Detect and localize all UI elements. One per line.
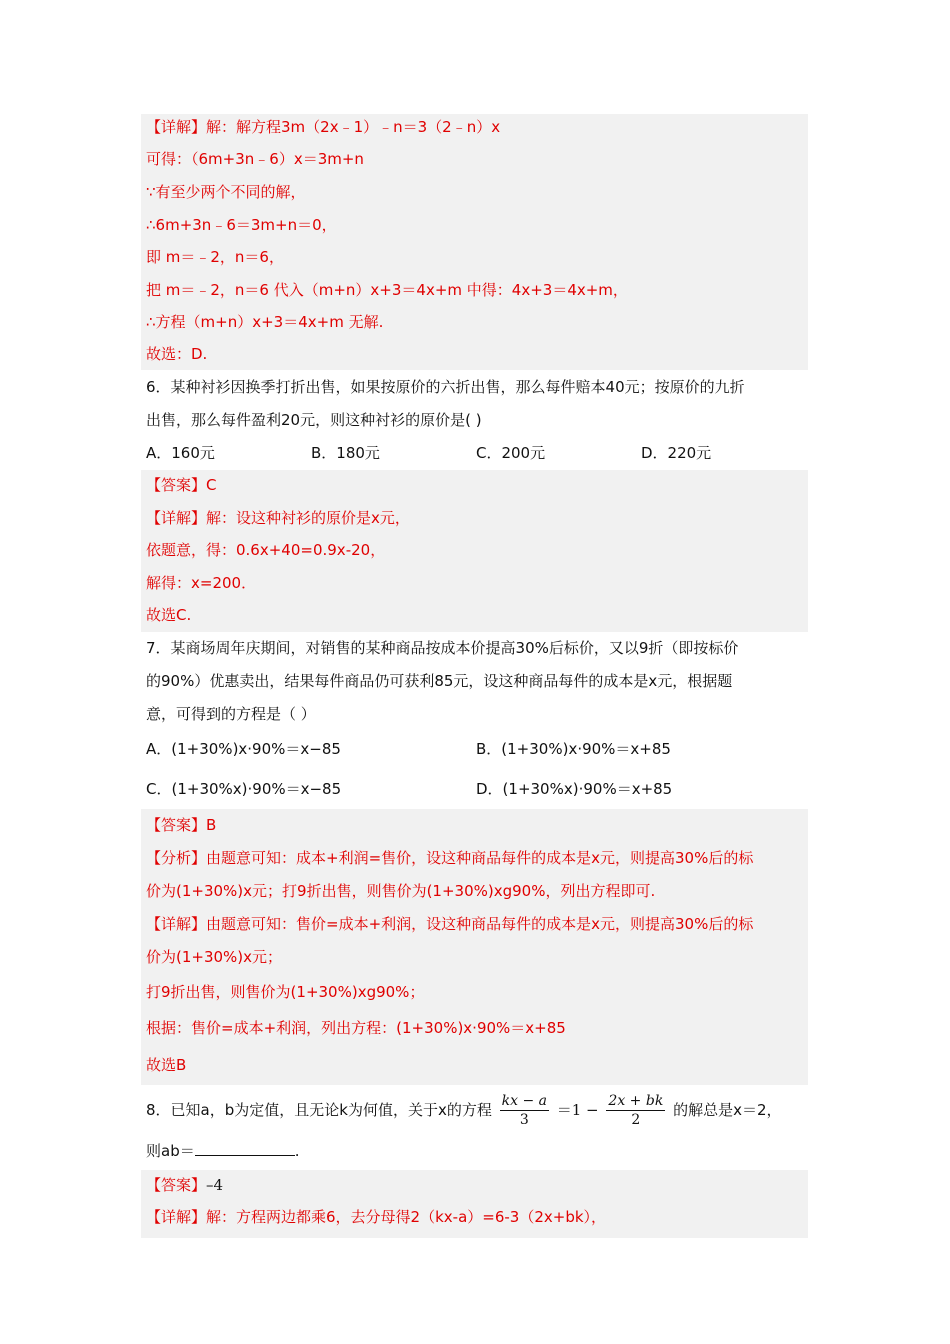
analysis-line: 【分析】由题意可知：成本+利润=售价，设这种商品每件的成本是x元，则提高30%后的标 — [146, 849, 754, 867]
detail-line: 即 m＝﹣2，n＝6， — [146, 248, 284, 266]
answer-label-text: 【答案】 — [146, 1176, 207, 1194]
detail-line: 【详解】解：解方程3m（2x﹣1）﹣n＝3（2﹣n）x — [146, 118, 501, 136]
question-8-prefix: 8．已知a，b为定值，且无论k为何值，关于x的方程 — [146, 1101, 492, 1119]
fraction-1-numerator: kx − a — [501, 1093, 547, 1109]
detail-line: 根据：售价=成本+利润，列出方程：(1+30%)x·90%＝x+85 — [146, 1019, 566, 1037]
detail-line: 故选B — [146, 1056, 187, 1074]
fraction-2 — [606, 1092, 665, 1129]
equation-middle: ＝1 − — [556, 1101, 599, 1119]
detail-line: 解得：x=200． — [146, 574, 257, 592]
option-c: C．200元 — [476, 444, 546, 462]
answer-label — [146, 1175, 223, 1195]
option-c: C．(1+30%x)·90%＝x−85 — [146, 780, 342, 798]
detail-line: ∴6m+3n﹣6＝3m+n＝0， — [146, 216, 337, 234]
question-6-text: 6．某种衬衫因换季打折出售，如果按原价的六折出售，那么每件赔本40元；按原价的九折 — [146, 378, 745, 396]
detail-line: 依题意，得：0.6x+40=0.9x-20， — [146, 541, 386, 559]
question-8-text — [146, 1090, 782, 1130]
detail-line: 故选：D. — [146, 345, 208, 363]
option-d: D．220元 — [641, 444, 712, 462]
option-a: A．(1+30%)x·90%＝x−85 — [146, 740, 341, 758]
detail-line: ∴方程（m+n）x+3＝4x+m 无解. — [146, 313, 384, 331]
option-b: B．(1+30%)x·90%＝x+85 — [476, 740, 671, 758]
answer-label: 【答案】C — [146, 476, 217, 494]
answer-shade-q8 — [141, 1170, 808, 1238]
analysis-line: 价为(1+30%)x元；打9折出售，则售价为(1+30%)xg90%，列出方程即可. — [146, 882, 656, 900]
detail-line: 把 m＝﹣2，n＝6 代入（m+n）x+3＝4x+m 中得：4x+3＝4x+m， — [146, 281, 628, 299]
fraction-2-denominator: 2 — [631, 1112, 641, 1128]
question-7-text: 的90%）优惠卖出，结果每件商品仍可获利85元，设这种商品每件的成本是x元，根据题 — [146, 672, 733, 690]
detail-line: 打9折出售，则售价为(1+30%)xg90%； — [146, 983, 425, 1001]
question-8-line2-prefix: 则ab＝ — [146, 1142, 195, 1160]
option-b: B．180元 — [311, 444, 380, 462]
option-d: D．(1+30%x)·90%＝x+85 — [476, 780, 673, 798]
detail-line: 【详解】由题意可知：售价=成本+利润，设这种商品每件的成本是x元，则提高30%后的标 — [146, 915, 754, 933]
answer-value: –4 — [206, 1176, 224, 1194]
question-8-line2 — [146, 1141, 300, 1161]
detail-line: 故选C. — [146, 606, 192, 624]
fraction-2-numerator: 2x + bk — [608, 1093, 664, 1109]
detail-line: 【详解】解：方程两边都乘6，去分母得2（kx-a）=6-3（2x+bk）， — [146, 1208, 607, 1226]
detail-line: ∵有至少两个不同的解， — [146, 183, 306, 201]
fraction-1-denominator: 3 — [519, 1112, 529, 1128]
question-7-text: 7．某商场周年庆期间，对销售的某种商品按成本价提高30%后标价，又以9折（即按标价 — [146, 639, 739, 657]
detail-line: 【详解】解：设这种衬衫的原价是x元， — [146, 509, 410, 527]
question-8-line2-suffix: . — [294, 1142, 300, 1160]
answer-label: 【答案】B — [146, 816, 217, 834]
question-8-suffix: 的解总是x＝2， — [673, 1101, 782, 1119]
answer-blank — [195, 1141, 295, 1156]
option-a: A．160元 — [146, 444, 215, 462]
question-6-text: 出售，那么每件盈利20元，则这种衬衫的原价是( ) — [146, 411, 482, 429]
detail-line: 价为(1+30%)x元； — [146, 948, 283, 966]
detail-line: 可得：（6m+3n﹣6）x＝3m+n — [146, 150, 364, 168]
question-7-text: 意，可得到的方程是（ ） — [146, 705, 316, 723]
fraction-1 — [500, 1092, 549, 1129]
